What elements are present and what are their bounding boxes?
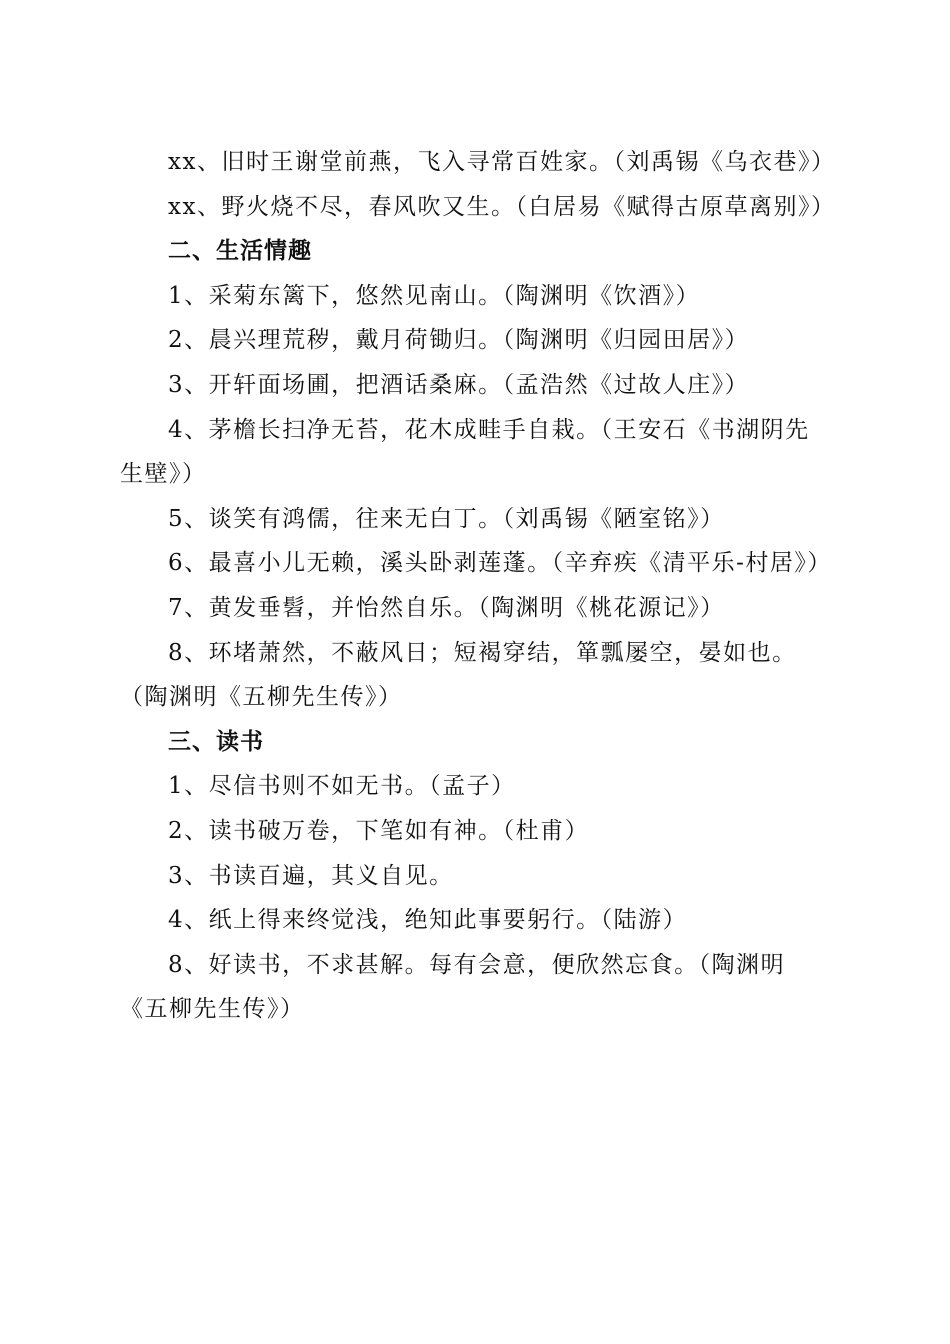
list-item: xx、野火烧不尽，春风吹又生。（白居易《赋得古原草离别》） (168, 193, 836, 220)
section-heading-reading: 三、读书 (168, 728, 264, 755)
list-item: 2、读书破万卷，下笔如有神。（杜甫） (168, 817, 590, 844)
list-item: 8、好读书，不求甚解。每有会意，便欣然忘食。（陶渊明《五柳先生传》） (120, 951, 786, 1023)
list-item: 1、尽信书则不如无书。（孟子） (168, 773, 516, 800)
document-body (120, 140, 836, 1032)
list-item: 8、环堵萧然，不蔽风日；短褐穿结，箪瓢屡空，晏如也。（陶渊明《五柳先生传》） (120, 639, 797, 711)
list-item: 1、采菊东篱下，悠然见南山。（陶渊明《饮酒》） (168, 282, 701, 309)
list-item: 4、纸上得来终觉浅，绝知此事要躬行。（陆游） (168, 907, 688, 934)
list-item: 5、谈笑有鸿儒，往来无白丁。（刘禹锡《陋室铭》） (168, 505, 725, 532)
list-item: 6、最喜小儿无赖，溪头卧剥莲蓬。（辛弃疾《清平乐-村居》） (168, 550, 832, 577)
list-item: 2、晨兴理荒秽，戴月荷锄归。（陶渊明《归园田居》） (168, 327, 750, 354)
section-heading-life: 二、生活情趣 (168, 238, 312, 265)
list-item: xx、旧时王谢堂前燕，飞入寻常百姓家。（刘禹锡《乌衣巷》） (168, 149, 836, 175)
list-item: 3、书读百遍，其义自见。 (168, 862, 454, 889)
list-item: 4、茅檐长扫净无苔，花木成畦手自栽。（王安石《书湖阴先生壁》） (120, 416, 810, 488)
list-item: 7、黄发垂髫，并怡然自乐。（陶渊明《桃花源记》） (168, 594, 725, 621)
list-item: 3、开轩面场圃，把酒话桑麻。（孟浩然《过故人庄》） (168, 371, 750, 398)
